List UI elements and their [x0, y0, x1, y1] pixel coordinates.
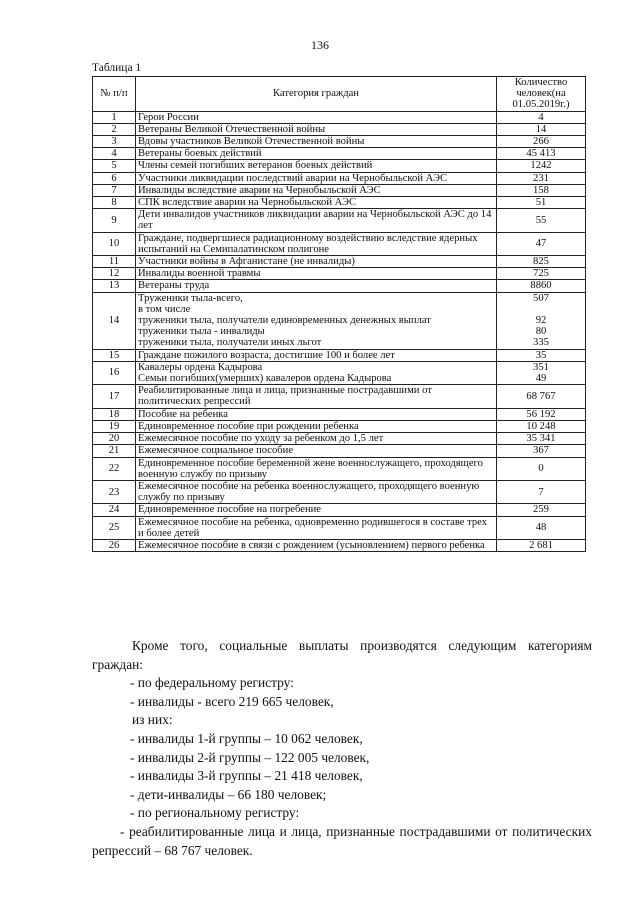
table-row [93, 457, 586, 480]
category-line: Единовременное пособие на погребение [138, 504, 321, 516]
row-category [136, 280, 497, 292]
table-row [93, 123, 586, 135]
table-row [93, 111, 586, 123]
row-count: 231 [497, 172, 586, 184]
intro-paragraph: Кроме того, социальные выплаты производятся следующим категориям граждан: [92, 638, 592, 672]
row-category [136, 480, 497, 503]
row-count: 825 [497, 256, 586, 268]
group3-line: - инвалиды 3-й группы – 21 418 человек, [130, 768, 363, 784]
table-row [93, 292, 586, 349]
row-number: 21 [93, 445, 136, 457]
children-line: - дети-инвалиды – 66 180 человек; [130, 786, 327, 802]
row-number: 22 [93, 457, 136, 480]
row-number: 16 [93, 361, 136, 384]
table-header-row [93, 77, 586, 112]
row-category [136, 385, 497, 408]
category-line: Ежемесячное пособие на ребенка военнослужащего, проходящего военную службу по призыву [138, 480, 480, 504]
row-number: 3 [93, 136, 136, 148]
row-count: 14 [497, 123, 586, 135]
category-line: Единовременное пособие при рождении ребенка [138, 420, 359, 432]
category-line: Вдовы участников Великой Отечественной войны [138, 136, 365, 148]
category-line: Дети инвалидов участников ликвидации аварии на Чернобыльской АЭС до 14 лет [138, 209, 492, 232]
row-category [136, 433, 497, 445]
table-row [93, 420, 586, 432]
table-row [93, 433, 586, 445]
row-number: 4 [93, 148, 136, 160]
count-line: 507 [533, 292, 549, 304]
group1-line: - инвалиды 1-й группы – 10 062 человек, [130, 730, 363, 746]
row-count: 10 248 [497, 420, 586, 432]
header-count: Количество человек(на 01.05.2019г.) [497, 77, 586, 112]
row-number: 9 [93, 209, 136, 232]
category-line: Участники войны в Афганистане (не инвалиды) [138, 256, 355, 268]
row-category [136, 349, 497, 361]
row-number: 13 [93, 280, 136, 292]
category-line: Ежемесячное пособие на ребенка, одновременно родившегося в составе трех и более детей [138, 516, 488, 539]
category-line: Ветераны боевых действий [138, 148, 262, 160]
row-category [136, 209, 497, 232]
category-line: Ветераны Великой Отечественной войны [138, 123, 326, 135]
count-line [499, 304, 583, 315]
row-count: 45 413 [497, 148, 586, 160]
row-number: 10 [93, 232, 136, 255]
row-number: 2 [93, 123, 136, 135]
category-line: Граждане пожилого возраста, достигшие 100 и более лет [138, 349, 395, 361]
category-line: труженики тыла, получатели единовременных денежных выплат [138, 315, 431, 327]
row-number: 7 [93, 184, 136, 196]
table-row [93, 148, 586, 160]
row-category [136, 160, 497, 172]
header-category: Категория граждан [136, 77, 497, 112]
table-row [93, 385, 586, 408]
row-count: 7 [497, 480, 586, 503]
table-row [93, 256, 586, 268]
category-line: Граждане, подвергшиеся радиационному воздействию вследствие ядерных испытаний на Семипалатинском полигоне [138, 232, 478, 255]
row-count: 2 681 [497, 539, 586, 551]
category-line: Участники ликвидации последствий аварии на Чернобыльской АЭС [138, 172, 448, 184]
row-number: 26 [93, 539, 136, 551]
row-count: 51 [497, 197, 586, 209]
row-category [136, 268, 497, 280]
table-row [93, 349, 586, 361]
row-category [136, 457, 497, 480]
row-count: 4 [497, 111, 586, 123]
row-category [136, 148, 497, 160]
row-count: 8860 [497, 280, 586, 292]
category-line: в том числе [138, 303, 191, 315]
category-line: Ветераны труда [138, 280, 210, 292]
row-number: 24 [93, 504, 136, 516]
category-line: Члены семей погибших ветеранов боевых действий [138, 160, 373, 172]
row-category [136, 172, 497, 184]
table-row [93, 232, 586, 255]
category-line: СПК вследствие аварии на Чернобыльской АЭС [138, 197, 357, 209]
row-category [136, 184, 497, 196]
category-line: Единовременное пособие беременной жене военнослужащего, проходящего военную службу по призыву [138, 457, 483, 480]
after-table-text [92, 637, 592, 860]
row-count: 35 [497, 349, 586, 361]
table-row [93, 160, 586, 172]
category-line: Пособие на ребенка [138, 408, 228, 420]
category-line: Инвалиды военной травмы [138, 268, 261, 280]
row-number: 15 [93, 349, 136, 361]
row-category [136, 232, 497, 255]
row-number: 6 [93, 172, 136, 184]
table-row [93, 480, 586, 503]
row-number: 25 [93, 516, 136, 539]
row-number: 8 [93, 197, 136, 209]
row-count: 68 767 [497, 385, 586, 408]
row-count: 55 [497, 209, 586, 232]
row-category [136, 504, 497, 516]
header-num: № п/п [93, 77, 136, 112]
category-line: Реабилитированные лица и лица, признанные пострадавшими от политических репрессий [138, 385, 432, 408]
disabled-total-line: - инвалиды - всего 219 665 человек, [130, 693, 334, 709]
row-number: 12 [93, 268, 136, 280]
row-count: 48 [497, 516, 586, 539]
count-line: 49 [535, 373, 547, 385]
table-row [93, 184, 586, 196]
row-count: 367 [497, 445, 586, 457]
row-count: 1242 [497, 160, 586, 172]
row-number: 19 [93, 420, 136, 432]
category-line: Герои России [138, 111, 199, 123]
row-number: 1 [93, 111, 136, 123]
table-row [93, 361, 586, 384]
row-count: 725 [497, 268, 586, 280]
repressed-paragraph: - реабилитированные лица и лица, признанные пострадавшими от политических репрессий – 68 767 человек. [92, 823, 592, 858]
row-category [136, 111, 497, 123]
row-count: 35 341 [497, 433, 586, 445]
category-line: труженики тыла, получатели иных льгот [138, 337, 322, 349]
row-number: 11 [93, 256, 136, 268]
page-number: 136 [311, 38, 329, 52]
row-number: 23 [93, 480, 136, 503]
row-count: 0 [497, 457, 586, 480]
category-line: Ежемесячное пособие по уходу за ребенком до 1,5 лет [138, 433, 384, 445]
table-row [93, 408, 586, 420]
category-line: Труженики тыла-всего, [138, 292, 243, 304]
category-line: Ежемесячное социальное пособие [138, 445, 294, 457]
category-line: Семьи погибших(умерших) кавалеров ордена Кадырова [138, 373, 392, 385]
row-category [136, 136, 497, 148]
row-category [136, 420, 497, 432]
row-number: 20 [93, 433, 136, 445]
row-count [497, 292, 586, 349]
category-line: Ежемесячное пособие в связи с рождением (усыновлением) первого ребенка [138, 539, 485, 551]
count-line: 92 [535, 315, 547, 327]
row-category [136, 361, 497, 384]
count-line: 351 [533, 361, 549, 373]
row-number: 14 [93, 292, 136, 349]
table-row [93, 136, 586, 148]
row-count: 56 192 [497, 408, 586, 420]
row-category [136, 539, 497, 551]
row-category [136, 292, 497, 349]
row-number: 17 [93, 385, 136, 408]
table-row [93, 539, 586, 551]
row-number: 18 [93, 408, 136, 420]
table-row [93, 197, 586, 209]
row-count [497, 361, 586, 384]
row-count: 259 [497, 504, 586, 516]
beneficiaries-table [92, 76, 586, 552]
group2-line: - инвалиды 2-й группы – 122 005 человек, [130, 749, 370, 765]
category-line: труженики тыла - инвалиды [138, 326, 265, 338]
table-row [93, 445, 586, 457]
regional-line: - по региональному регистру: [130, 805, 300, 821]
table-caption: Таблица 1 [92, 62, 142, 74]
table-row [93, 268, 586, 280]
row-category [136, 256, 497, 268]
row-number: 5 [93, 160, 136, 172]
row-category [136, 516, 497, 539]
row-category [136, 445, 497, 457]
table-row [93, 504, 586, 516]
category-line: Кавалеры ордена Кадырова [138, 361, 263, 373]
row-count: 158 [497, 184, 586, 196]
category-line: Инвалиды вследствие аварии на Чернобыльской АЭС [138, 184, 381, 196]
count-line: 80 [535, 326, 547, 338]
table-row [93, 172, 586, 184]
row-category [136, 408, 497, 420]
row-count: 47 [497, 232, 586, 255]
federal-line: - по федеральному регистру: [130, 675, 294, 691]
of-them-line: из них: [132, 712, 173, 728]
row-count: 266 [497, 136, 586, 148]
table-row [93, 209, 586, 232]
table-row [93, 280, 586, 292]
row-category [136, 197, 497, 209]
count-line: 335 [533, 337, 549, 349]
table-row [93, 516, 586, 539]
row-category [136, 123, 497, 135]
